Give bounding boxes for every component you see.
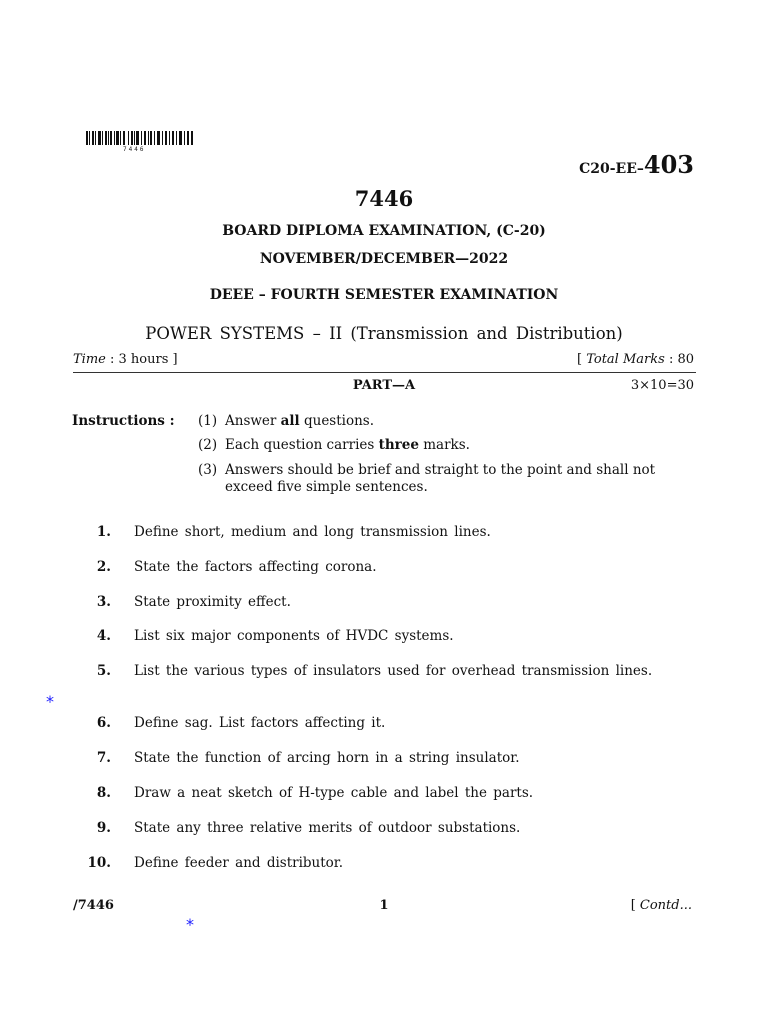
instruction-item — [198, 462, 678, 496]
question-text: State proximity effect. — [134, 594, 291, 610]
time-label: Time — [73, 352, 106, 367]
session-title: NOVEMBER/DECEMBER—2022 — [259, 251, 509, 267]
question-number: 9. — [96, 820, 111, 836]
question-text: State any three relative merits of outdoor substations. — [134, 820, 521, 836]
question-number: 3. — [96, 594, 111, 610]
instruction-text: Answer all questions. — [225, 413, 375, 429]
instruction-number: (3) — [198, 462, 218, 478]
instruction-text: Answers should be brief and straight to the point and shall not exceed five simple sentences. — [225, 462, 656, 495]
time-info — [73, 352, 178, 367]
instructions-label: Instructions : — [72, 413, 175, 429]
question-text: Define feeder and distributor. — [134, 855, 344, 871]
barcode — [86, 131, 194, 147]
marks-open: [ — [577, 352, 583, 367]
question-text: List six major components of HVDC systems. — [134, 628, 454, 644]
question-number: 7. — [96, 750, 111, 766]
question-number: 8. — [96, 785, 111, 801]
board-title: BOARD DIPLOMA EXAMINATION, (C-20) — [222, 223, 546, 239]
paper-code — [579, 150, 694, 179]
part-marks: 3×10=30 — [630, 378, 694, 393]
part-title: PART—A — [352, 378, 416, 393]
time-value: : 3 hours ] — [110, 352, 178, 367]
footer-paper-code: /7446 — [73, 898, 114, 913]
marks-label: Total Marks — [586, 352, 665, 367]
paper-code-number: 403 — [643, 150, 694, 179]
exam-title: DEEE – FOURTH SEMESTER EXAMINATION — [209, 287, 559, 303]
instruction-number: (2) — [198, 437, 218, 453]
paper-code-prefix: C20-EE– — [579, 161, 644, 177]
margin-star: * — [46, 692, 54, 711]
question-text: Define sag. List factors affecting it. — [134, 715, 386, 731]
question-text: State the factors affecting corona. — [134, 559, 377, 575]
subject-title: POWER SYSTEMS – II (Transmission and Distribution) — [145, 324, 623, 343]
question-number: 6. — [96, 715, 111, 731]
total-marks — [577, 352, 694, 367]
margin-star: * — [186, 915, 194, 934]
instruction-item — [198, 437, 678, 454]
question-text: Draw a neat sketch of H-type cable and label the parts. — [134, 785, 534, 801]
question-number: 4. — [96, 628, 111, 644]
question-number: 10. — [87, 855, 111, 871]
question-number: 1. — [96, 524, 111, 540]
footer-continued: [ Contd... — [630, 898, 692, 913]
question-text: Define short, medium and long transmission lines. — [134, 524, 491, 540]
instruction-number: (1) — [198, 413, 218, 429]
marks-value: : 80 — [668, 352, 694, 367]
page-number: 1 — [379, 898, 389, 913]
question-text: State the function of arcing horn in a string insulator. — [134, 750, 520, 766]
question-number: 5. — [96, 663, 111, 679]
question-number: 2. — [96, 559, 111, 575]
instruction-text: Each question carries three marks. — [225, 437, 470, 453]
barcode-number: 7446 — [123, 146, 146, 153]
question-text: List the various types of insulators used for overhead transmission lines. — [134, 663, 653, 679]
paper-number: 7446 — [354, 186, 414, 211]
header-divider — [73, 372, 696, 373]
instruction-item — [198, 413, 678, 430]
